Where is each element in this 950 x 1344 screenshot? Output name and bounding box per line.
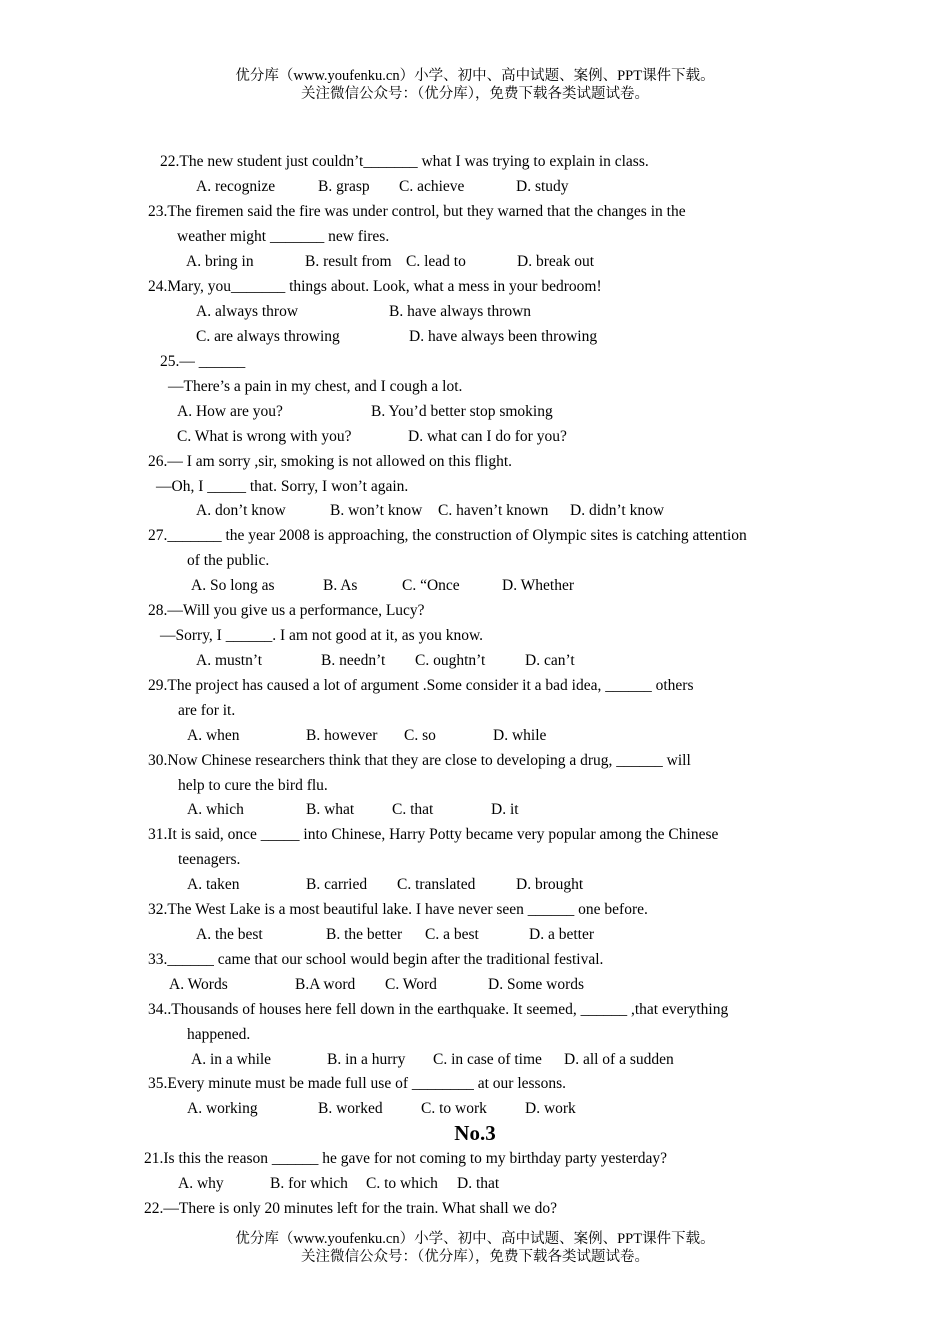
question-31-option-b: B. carried [306,876,368,893]
question-35-option-c: C. to work [421,1100,487,1117]
question-25-option-b: B. You’d better stop smoking [371,403,553,420]
question-28-option-d: D. can’t [525,652,575,669]
question-23-stem-line-2: weather might _______ new fires. [177,228,390,245]
question-29-option-d: D. while [493,727,547,744]
question-25-stem-line-1: 25.— ______ [160,353,246,370]
question-27-stem-line-1: 27._______ the year 2008 is approaching, the construction of Olympic sites is catching attention [148,527,747,544]
question-32-stem: 32.The West Lake is a most beautiful lake. I have never seen ______ one before. [148,901,648,918]
question-34-option-a: A. in a while [191,1051,272,1068]
question-30-option-b: B. what [306,801,355,818]
section3-question-21-stem: 21.Is this the reason ______ he gave for not coming to my birthday party yesterday? [144,1150,667,1167]
question-25-option-a: A. How are you? [177,403,283,420]
question-30-option-d: D. it [491,801,519,818]
section3-question-21-option-b: B. for which [270,1175,348,1192]
question-31-stem-line-2: teenagers. [178,851,241,868]
question-27-option-d: D. Whether [502,577,575,594]
question-25-stem-line-2: —There’s a pain in my chest, and I cough a lot. [168,378,463,395]
question-26-option-a: A. don’t know [196,502,286,519]
question-28-option-c: C. oughtn’t [415,652,486,669]
question-34-stem-line-2: happened. [187,1026,251,1043]
question-28-option-a: A. mustn’t [196,652,263,669]
question-26-stem-line-1: 26.— I am sorry ,sir, smoking is not allowed on this flight. [148,453,513,470]
question-22-option-a: A. recognize [196,178,276,195]
question-32-option-a: A. the best [196,926,263,943]
question-34-stem-line-1: 34..Thousands of houses here fell down in the earthquake. It seemed, ______ ,that everything [148,1001,729,1018]
question-22-stem: 22.The new student just couldn’t_______ what I was trying to explain in class. [160,153,649,170]
section3-question-21-option-d: D. that [457,1175,500,1192]
section3-question-22-stem: 22.—There is only 20 minutes left for the train. What shall we do? [144,1200,557,1217]
question-34-option-b: B. in a hurry [327,1051,406,1068]
question-30-stem-line-2: help to cure the bird flu. [178,777,328,794]
question-24-option-a: A. always throw [196,303,299,320]
header-line-1: 优分库（www.youfenku.cn）小学、初中、高中试题、案例、PPT课件下载。 [235,68,715,84]
question-32-option-d: D. a better [529,926,594,943]
question-33-stem: 33.______ came that our school would begin after the traditional festival. [148,951,604,968]
question-28-option-b: B. needn’t [321,652,386,669]
question-24-option-c: C. are always throwing [196,328,340,345]
question-24-stem: 24.Mary, you_______ things about. Look, what a mess in your bedroom! [148,278,602,295]
question-33-option-d: D. Some words [488,976,585,993]
question-33-option-a: A. Words [169,976,228,993]
question-35-stem: 35.Every minute must be made full use of ________ at our lessons. [148,1075,567,1092]
question-33-option-c: C. Word [385,976,437,993]
question-25-option-d: D. what can I do for you? [408,428,567,445]
question-32-option-c: C. a best [425,926,479,943]
question-30-option-a: A. which [187,801,244,818]
question-27-option-b: B. As [323,577,358,594]
question-33-option-b: B.A word [295,976,356,993]
question-29-option-a: A. when [187,727,240,744]
question-31-option-c: C. translated [397,876,476,893]
question-22-option-d: D. study [516,178,569,195]
question-34-option-c: C. in case of time [433,1051,542,1068]
question-34-option-d: D. all of a sudden [564,1051,674,1068]
question-27-stem-line-2: of the public. [187,552,270,569]
question-26-stem-line-2: —Oh, I _____ that. Sorry, I won’t again. [156,478,409,495]
section-title: No.3 [454,1121,496,1145]
question-23-option-c: C. lead to [406,253,466,270]
question-26-option-b: B. won’t know [330,502,423,519]
question-28-stem-line-2: —Sorry, I ______. I am not good at it, as you know. [160,627,484,644]
question-29-stem-line-1: 29.The project has caused a lot of argument .Some consider it a bad idea, ______ others [148,677,694,694]
question-32-option-b: B. the better [326,926,403,943]
question-31-option-d: D. brought [516,876,584,893]
question-24-option-d: D. have always been throwing [409,328,598,345]
question-29-option-b: B. however [306,727,378,744]
question-35-option-b: B. worked [318,1100,383,1117]
question-31-stem-line-1: 31.It is said, once _____ into Chinese, Harry Potty became very popular among the Chinese [148,826,719,843]
footer-line-1: 优分库（www.youfenku.cn）小学、初中、高中试题、案例、PPT课件下载。 [235,1231,715,1247]
question-30-option-c: C. that [392,801,434,818]
question-26-option-d: D. didn’t know [570,502,665,519]
question-22-option-b: B. grasp [318,178,370,195]
question-29-option-c: C. so [404,727,436,744]
question-31-option-a: A. taken [187,876,240,893]
question-22-option-c: C. achieve [399,178,465,195]
question-26-option-c: C. haven’t known [438,502,549,519]
question-35-option-a: A. working [187,1100,258,1117]
question-35-option-d: D. work [525,1100,576,1117]
question-30-stem-line-1: 30.Now Chinese researchers think that they are close to developing a drug, ______ will [148,752,691,769]
question-25-option-c: C. What is wrong with you? [177,428,352,445]
question-23-option-b: B. result from [305,253,392,270]
question-24-option-b: B. have always thrown [389,303,532,320]
section3-question-21-option-c: C. to which [366,1175,438,1192]
footer-line-2: 关注微信公众号：（优分库），免费下载各类试题试卷。 [301,1249,649,1265]
question-23-option-a: A. bring in [186,253,254,270]
question-27-option-c: C. “Once [402,577,460,594]
section3-question-21-option-a: A. why [178,1175,224,1192]
question-29-stem-line-2: are for it. [178,702,236,719]
question-23-stem-line-1: 23.The firemen said the fire was under control, but they warned that the changes in the [148,203,686,220]
question-27-option-a: A. So long as [191,577,275,594]
header-line-2: 关注微信公众号：（优分库），免费下载各类试题试卷。 [301,86,649,102]
question-28-stem-line-1: 28.—Will you give us a performance, Lucy? [148,602,425,619]
question-23-option-d: D. break out [517,253,595,270]
